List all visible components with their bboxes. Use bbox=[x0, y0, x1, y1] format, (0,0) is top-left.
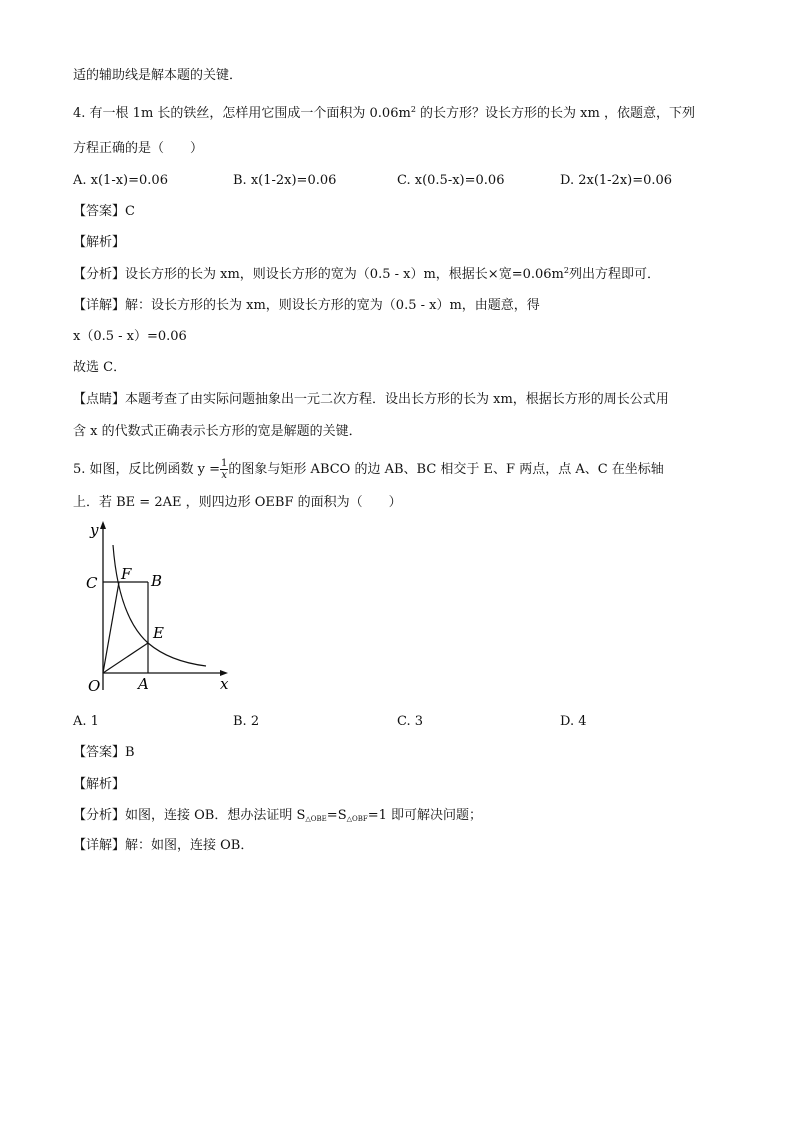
option-c: C. 3 bbox=[397, 714, 424, 729]
comment-line: 【点睛】本题考查了由实际问题抽象出一元二次方程．设出长方形的长为 xm，根据长方形的周长公式用 bbox=[73, 392, 669, 407]
question-5-stem-cont: 上．若 BE = 2AE ，则四边形 OEBF 的面积为（ ） bbox=[73, 495, 402, 510]
analysis-tag: 【解析】 bbox=[73, 235, 126, 250]
answer-line: 【答案】B bbox=[73, 745, 135, 760]
analysis-line: 【分析】设长方形的长为 xm，则设长方形的宽为（0.5 - x）m，根据长×宽$=0.06m^2$列出方程即可． bbox=[73, 266, 660, 282]
question-4-stem-cont: 方程正确的是（ ） bbox=[73, 141, 204, 156]
label-c: C bbox=[86, 574, 98, 592]
option-b: B. 2 bbox=[233, 714, 260, 729]
equation-line: x（0.5 - x）=0.06 bbox=[73, 329, 187, 344]
label-a: A bbox=[138, 675, 149, 693]
option-a: A. x(1-x)=0.06 bbox=[73, 173, 168, 188]
label-e: E bbox=[153, 624, 164, 642]
detail-line: 【详解】解：如图，连接 OB． bbox=[73, 838, 254, 853]
label-x: x bbox=[220, 675, 229, 693]
analysis-tag: 【解析】 bbox=[73, 777, 126, 792]
coordinate-figure bbox=[70, 515, 240, 700]
y-axis-arrow bbox=[100, 521, 106, 529]
option-d: D. 4 bbox=[560, 714, 587, 729]
segment-oe bbox=[103, 643, 148, 673]
segment-of bbox=[103, 582, 119, 673]
option-c: C. x(0.5-x)=0.06 bbox=[397, 173, 505, 188]
fraction: $\frac{1}{x}$ bbox=[221, 458, 228, 481]
question-4-stem: 4. 有一根 1m 长的铁丝，怎样用它围成一个面积为 $0.06m^2$ 的长方形？设长方形的长为 xm ，依题意，下列 bbox=[73, 105, 695, 121]
answer-line: 【答案】C bbox=[73, 204, 135, 219]
label-b: B bbox=[151, 572, 163, 590]
option-b: B. x(1-2x)=0.06 bbox=[233, 173, 337, 188]
comment-line-cont: 含 x 的代数式正确表示长方形的宽是解题的关键． bbox=[73, 424, 362, 439]
label-y: y bbox=[90, 521, 99, 539]
label-o: O bbox=[88, 677, 101, 695]
option-d: D. 2x(1-2x)=0.06 bbox=[560, 173, 673, 188]
label-f: F bbox=[121, 565, 132, 583]
option-a: A. 1 bbox=[73, 714, 99, 729]
answer-tag: 【答案】 bbox=[73, 204, 126, 219]
choice-line: 故选 C． bbox=[73, 360, 127, 375]
text-line: 适的辅助线是解本题的关键． bbox=[73, 68, 243, 83]
hyperbola-curve bbox=[113, 545, 206, 666]
question-5-stem: 5. 如图，反比例函数 y = $\frac{1}{x}$ 的图象与矩形 ABCO 的边 AB、BC 相交于 E、F 两点，点 A、C 在坐标轴 bbox=[73, 458, 664, 481]
analysis-line: 【分析】如图，连接 OB．想办法证明 $S_{\triangle OBE}=S_{\triangle OBF}=1$ 即可解决问题； bbox=[73, 808, 483, 823]
detail-line: 【详解】解：设长方形的长为 xm，则设长方形的宽为（0.5 - x）m，由题意，得 bbox=[73, 298, 540, 313]
